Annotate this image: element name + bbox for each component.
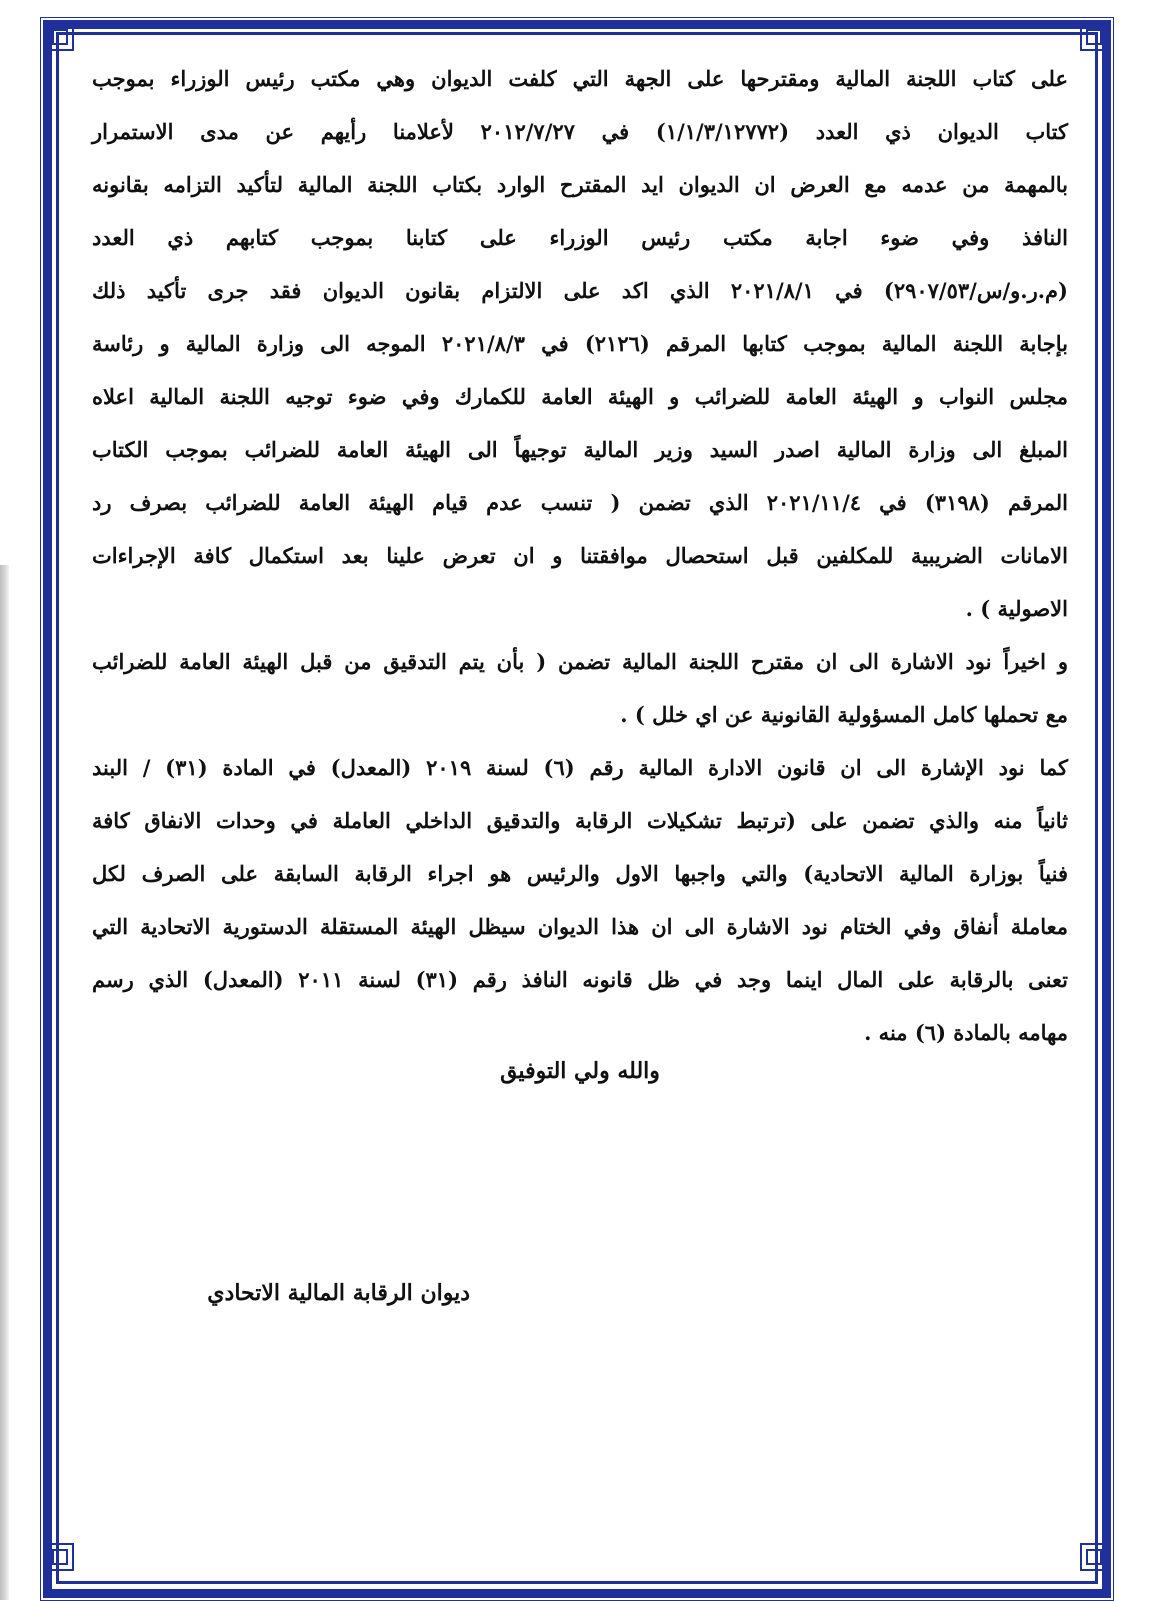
text-line: ثانياً منه والذي تضمن على (ترتبط تشكيلات الرقابة والتدقيق الداخلي العاملة في وحدات الانفاق كافة xyxy=(92,808,1068,833)
text-line: تعنى بالرقابة على المال اينما وجد في ظل قانونه النافذ رقم (٣١) لسنة ٢٠١١ (المعدل) الذي رسم xyxy=(92,967,1068,992)
text-line: و اخيراً نود الاشارة الى ان مقترح اللجنة المالية تضمن ( بأن يتم التدقيق من قبل الهيئة العامة للضرائب xyxy=(92,649,1068,674)
corner-ornament-icon xyxy=(43,20,77,54)
paragraph-1 xyxy=(92,52,1068,635)
closing-phrase: والله ولي التوفيق xyxy=(500,1058,660,1084)
text-line: كتاب الديوان ذي العدد (١/١/٣/١٢٧٧٢) في ٢٠١٢/٧/٢٧ لأعلامنا رأيهم عن مدى الاستمرار xyxy=(92,119,1069,144)
text-line: المبلغ الى وزارة المالية اصدر السيد وزير المالية توجيهاً الى الهيئة العامة للضرائب بموجب الكتاب xyxy=(92,437,1068,462)
text-line: فنياً بوزارة المالية الاتحادية) والتي واجبها الاول والرئيس هو اجراء الرقابة السابقة على الصرف لكل xyxy=(92,861,1068,886)
signature-office: ديوان الرقابة المالية الاتحادي xyxy=(207,1280,470,1306)
corner-ornament-icon xyxy=(1077,20,1111,54)
text-line: الاصولية ) . xyxy=(965,596,1068,621)
text-line: الامانات الضريبية للمكلفين قبل استحصال موافقتنا و ان تعرض علينا بعد استكمال كافة الإجراءات xyxy=(92,543,1068,568)
text-line: مهامه بالمادة (٦) منه . xyxy=(864,1020,1068,1045)
paragraph-2 xyxy=(92,635,1068,741)
text-line: مجلس النواب و الهيئة العامة للضرائب و الهيئة العامة للكمارك وفي ضوء توجيه اللجنة المالية اعلاه xyxy=(92,384,1068,409)
paragraph-3 xyxy=(92,741,1068,1059)
text-line: مع تحملها كامل المسؤولية القانونية عن اي خلل ) . xyxy=(620,702,1068,727)
page-edge-shadow xyxy=(0,565,9,1600)
text-line: (م.ر.و/س/٢٩٠٧/٥٣) في ٢٠٢١/٨/١ الذي اكد على الالتزام بقانون الديوان فقد جرى تأكيد ذلك xyxy=(92,278,1068,303)
letter-body xyxy=(92,52,1068,1059)
text-line: بإجابة اللجنة المالية بموجب كتابها المرقم (٢١٢٦) في ٢٠٢١/٨/٣ الموجه الى وزارة المالية و رئاسة xyxy=(92,331,1068,356)
text-line: بالمهمة من عدمه مع العرض ان الديوان ايد المقترح الوارد بكتاب اللجنة المالية لتأكيد التزامه بقانونه xyxy=(92,172,1068,197)
text-line: المرقم (٣١٩٨) في ٢٠٢١/١١/٤ الذي تضمن ( تنسب عدم قيام الهيئة العامة للضرائب بصرف رد xyxy=(92,490,1068,515)
text-line: كما نود الإشارة الى ان قانون الادارة المالية رقم (٦) لسنة ٢٠١٩ (المعدل) في المادة (٣١) / البند xyxy=(92,755,1068,780)
text-line: معاملة أنفاق وفي الختام نود الاشارة الى ان هذا الديوان سيظل الهيئة المستقلة الدستورية الاتحادية التي xyxy=(92,914,1068,939)
text-line: على كتاب اللجنة المالية ومقترحها على الجهة التي كلفت الديوان وهي مكتب رئيس الوزراء بموجب xyxy=(92,66,1068,91)
text-line: النافذ وفي ضوء اجابة مكتب رئيس الوزراء على كتابنا بموجب كتابهم ذي العدد xyxy=(92,225,1068,250)
corner-ornament-icon xyxy=(43,1540,77,1574)
corner-ornament-icon xyxy=(1077,1540,1111,1574)
